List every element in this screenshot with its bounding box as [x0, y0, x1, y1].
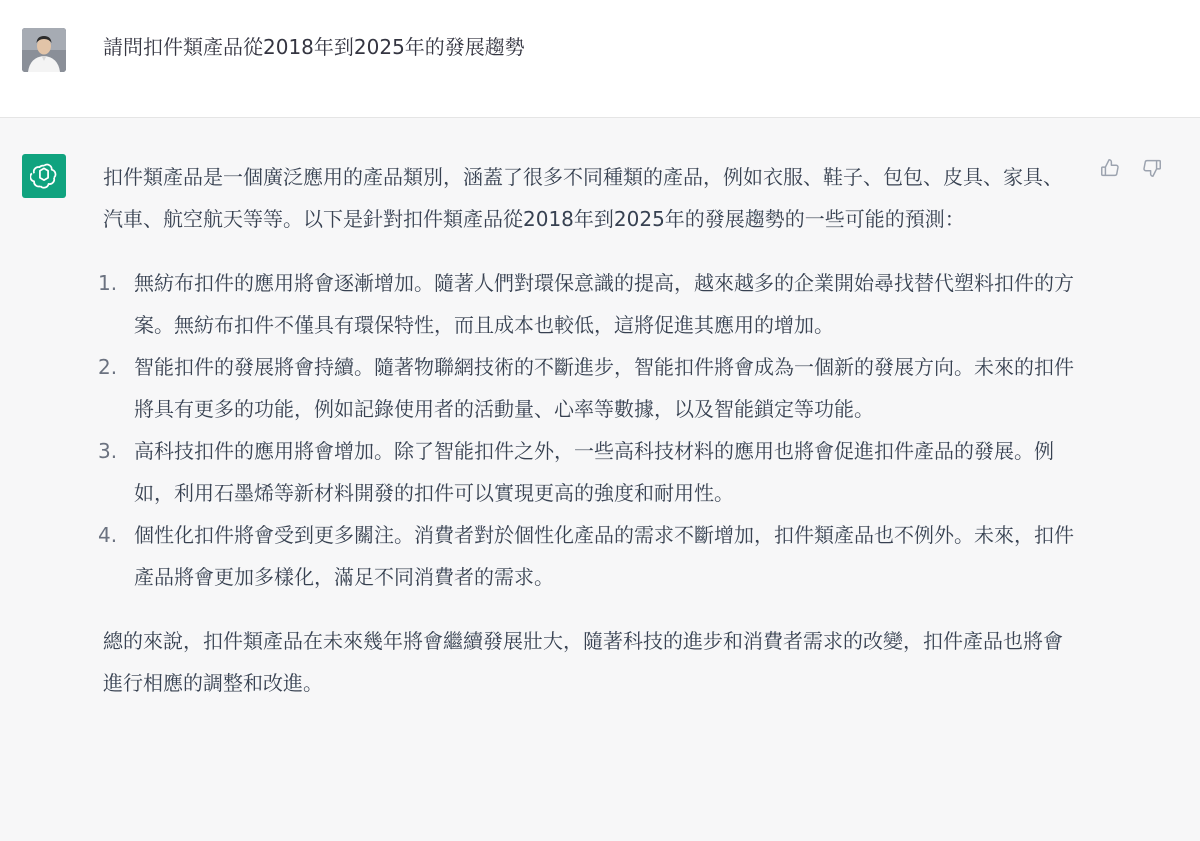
assistant-message-content	[98, 156, 1078, 704]
assistant-message-row	[0, 118, 1200, 841]
assistant-avatar	[22, 154, 66, 198]
thumbs-down-button[interactable]	[1140, 156, 1164, 180]
thumbs-down-icon	[1141, 157, 1163, 179]
assistant-conclusion-paragraph: 總的來說，扣件類產品在未來幾年將會繼續發展壯大，隨著科技的進步和消費者需求的改變，扣件產品也將會進行相應的調整和改進。	[103, 629, 1063, 695]
list-item-number: 3.	[98, 439, 118, 463]
user-avatar	[22, 28, 66, 72]
openai-logo-icon	[30, 162, 58, 190]
user-avatar-photo-icon	[22, 28, 66, 72]
list-item-number: 4.	[98, 523, 118, 547]
list-item	[98, 262, 1078, 346]
user-message-row	[0, 0, 1200, 118]
list-item	[98, 514, 1078, 598]
list-item-text: 無紡布扣件的應用將會逐漸增加。隨著人們對環保意識的提高，越來越多的企業開始尋找替代塑料扣件的方案。無紡布扣件不僅具有環保特性，而且成本也較低，這將促進其應用的增加。	[134, 271, 1074, 337]
user-message-text: 請問扣件類產品從2018年到2025年的發展趨勢	[103, 35, 525, 59]
feedback-buttons	[1098, 156, 1164, 180]
assistant-intro-paragraph: 扣件類產品是一個廣泛應用的產品類別，涵蓋了很多不同種類的產品，例如衣服、鞋子、包包、皮具、家具、汽車、航空航天等等。以下是針對扣件類產品從2018年到2025年的發展趨勢的一些可能的預測：	[103, 165, 1063, 231]
list-item-number: 1.	[98, 271, 118, 295]
list-item-text: 高科技扣件的應用將會增加。除了智能扣件之外，一些高科技材料的應用也將會促進扣件產品的發展。例如，利用石墨烯等新材料開發的扣件可以實現更高的強度和耐用性。	[134, 439, 1054, 505]
list-item	[98, 430, 1078, 514]
list-item-text: 智能扣件的發展將會持續。隨著物聯網技術的不斷進步，智能扣件將會成為一個新的發展方向。未來的扣件將具有更多的功能，例如記錄使用者的活動量、心率等數據，以及智能鎖定等功能。	[134, 355, 1074, 421]
list-item-number: 2.	[98, 355, 118, 379]
thumbs-up-button[interactable]	[1098, 156, 1122, 180]
thumbs-up-icon	[1099, 157, 1121, 179]
list-item	[98, 346, 1078, 430]
list-item-text: 個性化扣件將會受到更多關注。消費者對於個性化產品的需求不斷增加，扣件類產品也不例外。未來，扣件產品將會更加多樣化，滿足不同消費者的需求。	[134, 523, 1074, 589]
trend-list	[98, 262, 1078, 598]
